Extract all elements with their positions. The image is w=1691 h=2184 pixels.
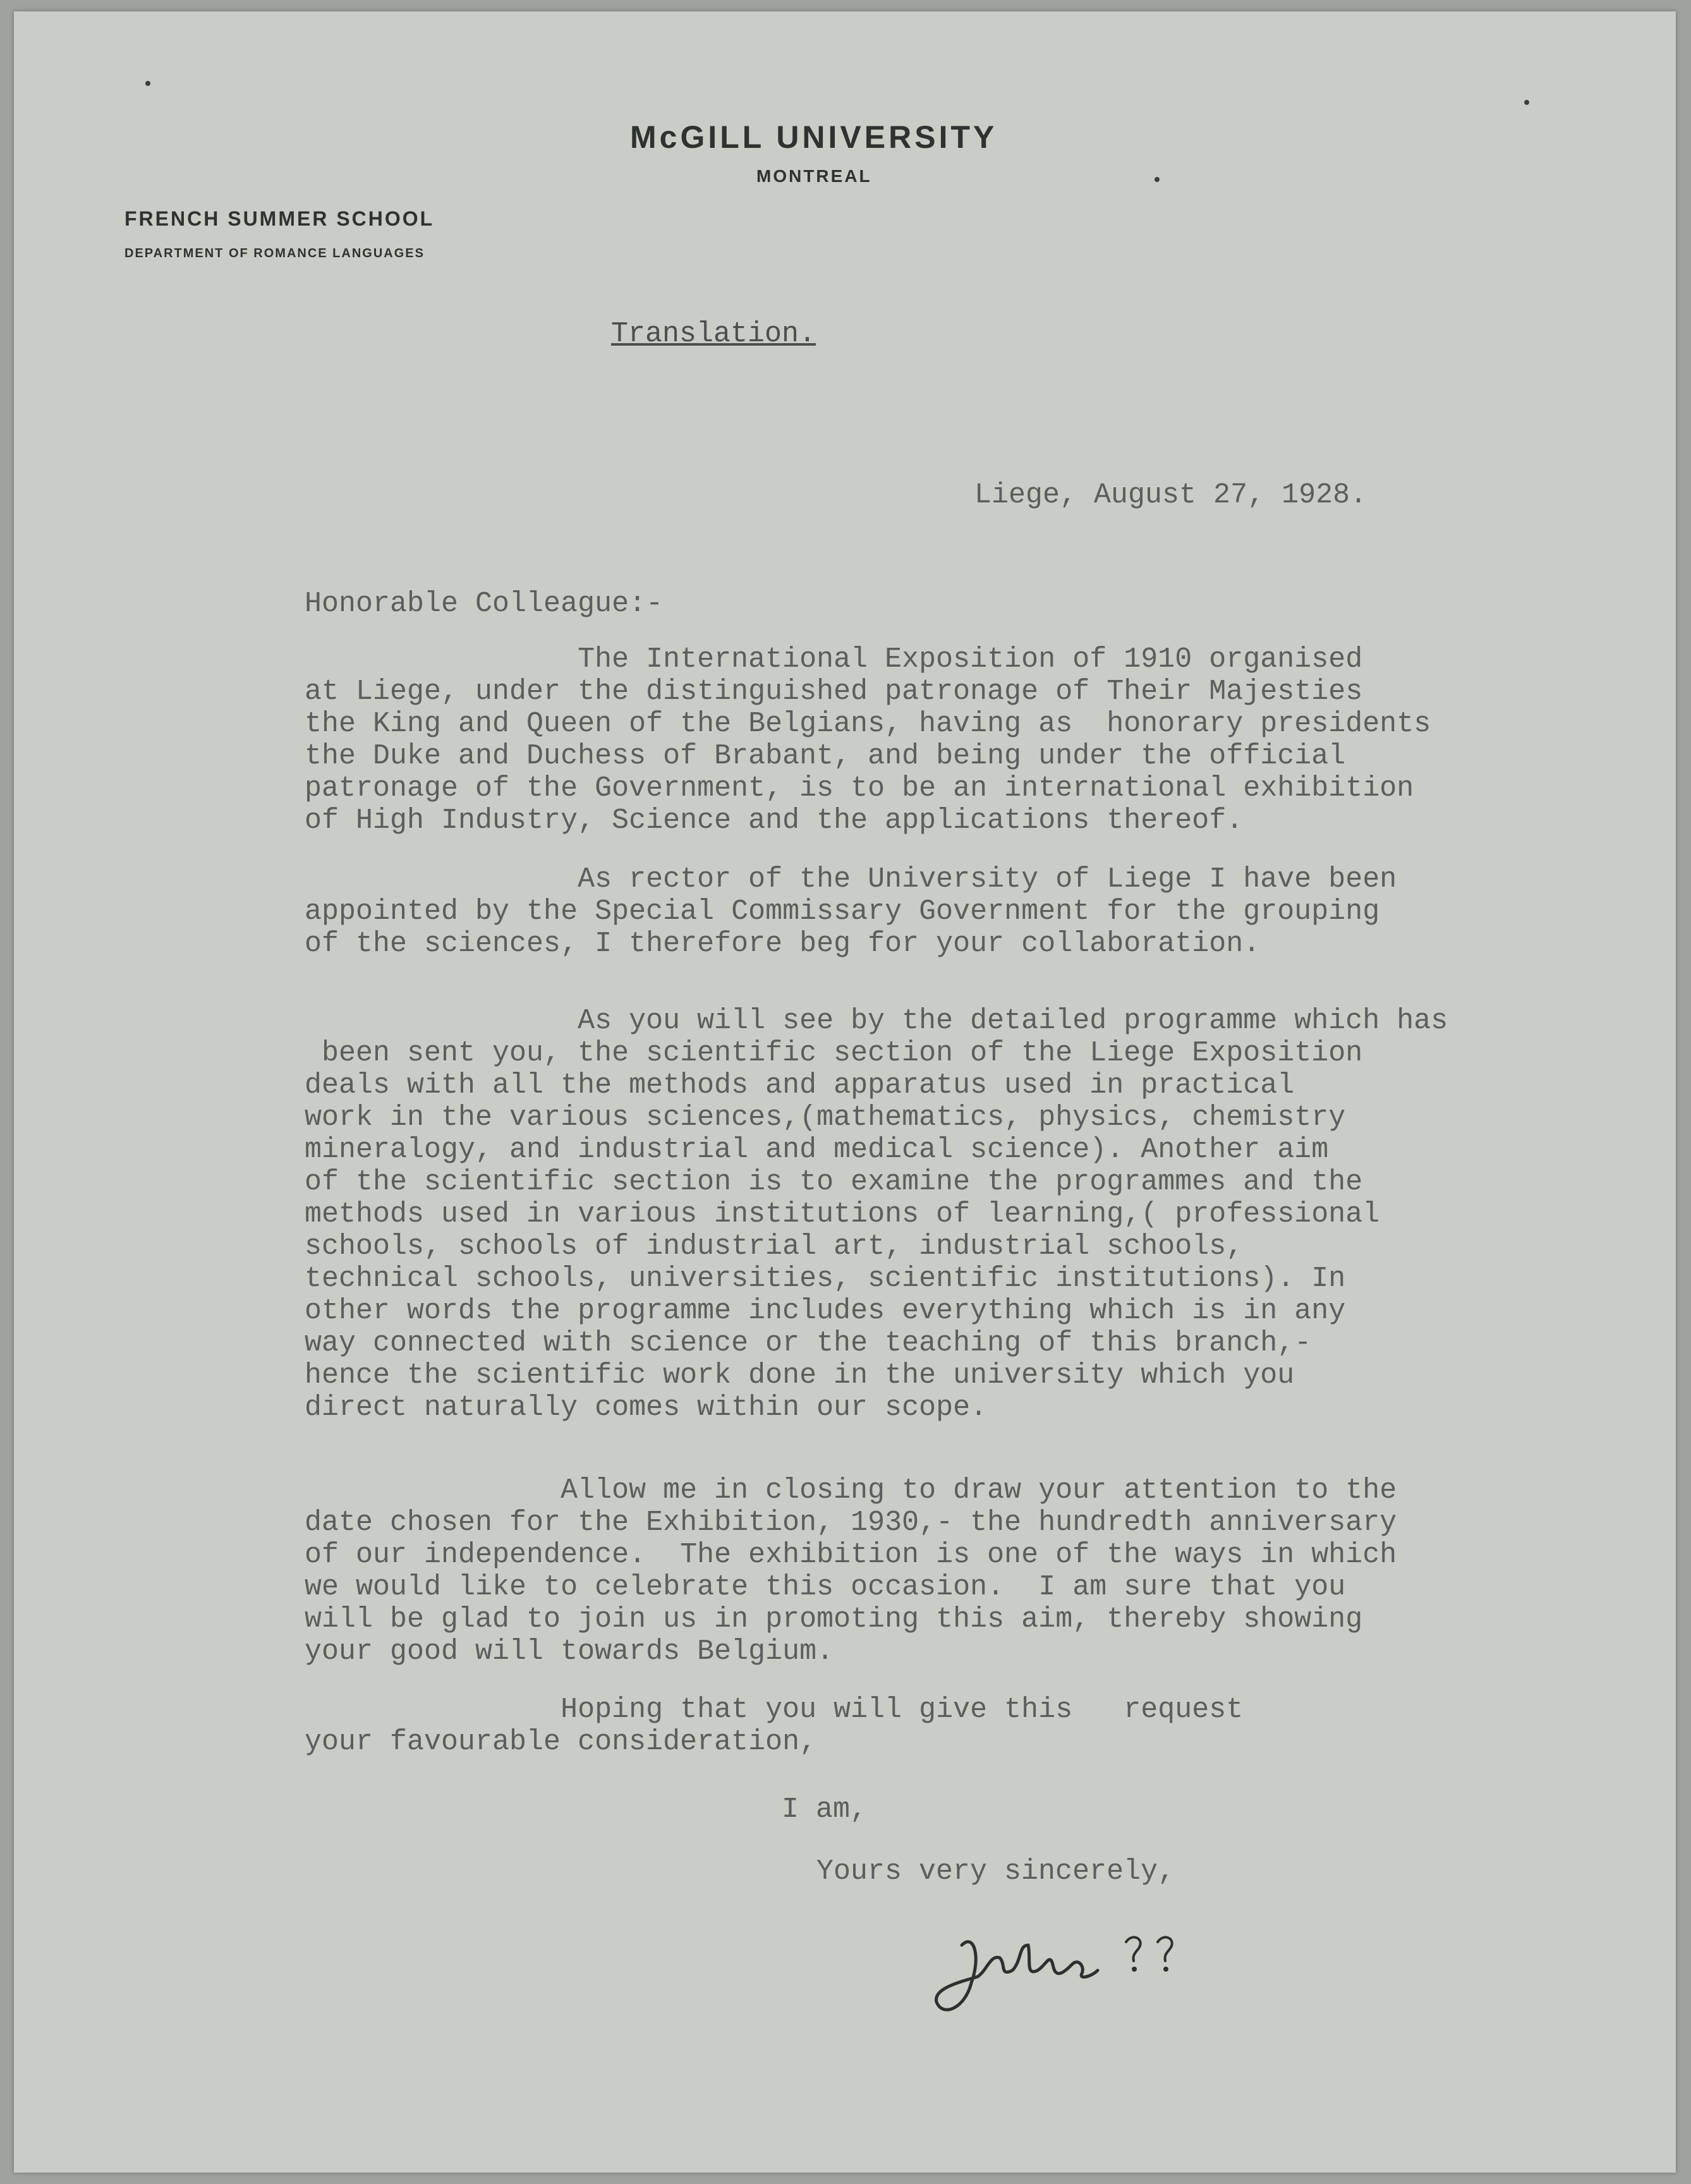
letterhead-department: DEPARTMENT OF ROMANCE LANGUAGES bbox=[124, 246, 425, 260]
letterhead-university: McGILL UNIVERSITY bbox=[630, 119, 998, 155]
letter-page bbox=[14, 11, 1676, 2173]
document-heading: Translation. bbox=[611, 318, 816, 350]
body-paragraph-2: As rector of the University of Liege I have been appointed by the Special Commissary Government for the grouping of the sciences, I therefore beg for your collaboration. bbox=[305, 863, 1397, 960]
letter-date: Liege, August 27, 1928. bbox=[974, 479, 1367, 511]
body-paragraph-3: As you will see by the detailed programme which has been sent you, the scientific section of the Liege Exposition deals with all the methods and apparatus used in practical work in the various sciences,(mathematics, physics, chemistry mineralogy, and industrial and medical science). Another aim of the scientific section is to examine the programmes and the methods used in various institutions of learning,( professional schools, schools of industrial art, industrial schools, technical schools, universities, scientific institutions). In other words the programme includes everything which is in any way connected with science or the teaching of this branch,- hence the scientific work done in the university which you direct naturally comes within our scope. bbox=[305, 1005, 1448, 1424]
letterhead-city: MONTREAL bbox=[756, 166, 872, 186]
body-paragraph-4: Allow me in closing to draw your attention to the date chosen for the Exhibition, 1930,- the hundredth anniversary of our independence. The exhibition is one of the ways in which we would like to celebrate this occasion. I am sure that you will be glad to join us in promoting this aim, thereby showing your good will towards Belgium. bbox=[305, 1474, 1397, 1668]
complimentary-closing: Yours very sincerely, bbox=[816, 1855, 1175, 1888]
paper-speck bbox=[1155, 177, 1160, 182]
paper-speck bbox=[1524, 100, 1529, 105]
body-paragraph-5: Hoping that you will give this request your favourable consideration, bbox=[305, 1694, 1244, 1758]
letterhead-school: FRENCH SUMMER SCHOOL bbox=[124, 207, 435, 230]
handwritten-signature bbox=[918, 1899, 1246, 2034]
paper-speck bbox=[145, 81, 150, 86]
salutation: Honorable Colleague:- bbox=[305, 588, 664, 620]
body-paragraph-1: The International Exposition of 1910 organised at Liege, under the distinguished patronage of Their Majesties the King and Queen of the Belgians, having as honorary presidents the Duke and Duchess of Brabant, and being under the official patronage of the Government, is to be an international exhibition of High Industry, Science and the applications thereof. bbox=[305, 643, 1431, 837]
closing-i-am: I am, bbox=[782, 1793, 868, 1826]
signature-text: Jules ?? bbox=[918, 1899, 966, 1910]
